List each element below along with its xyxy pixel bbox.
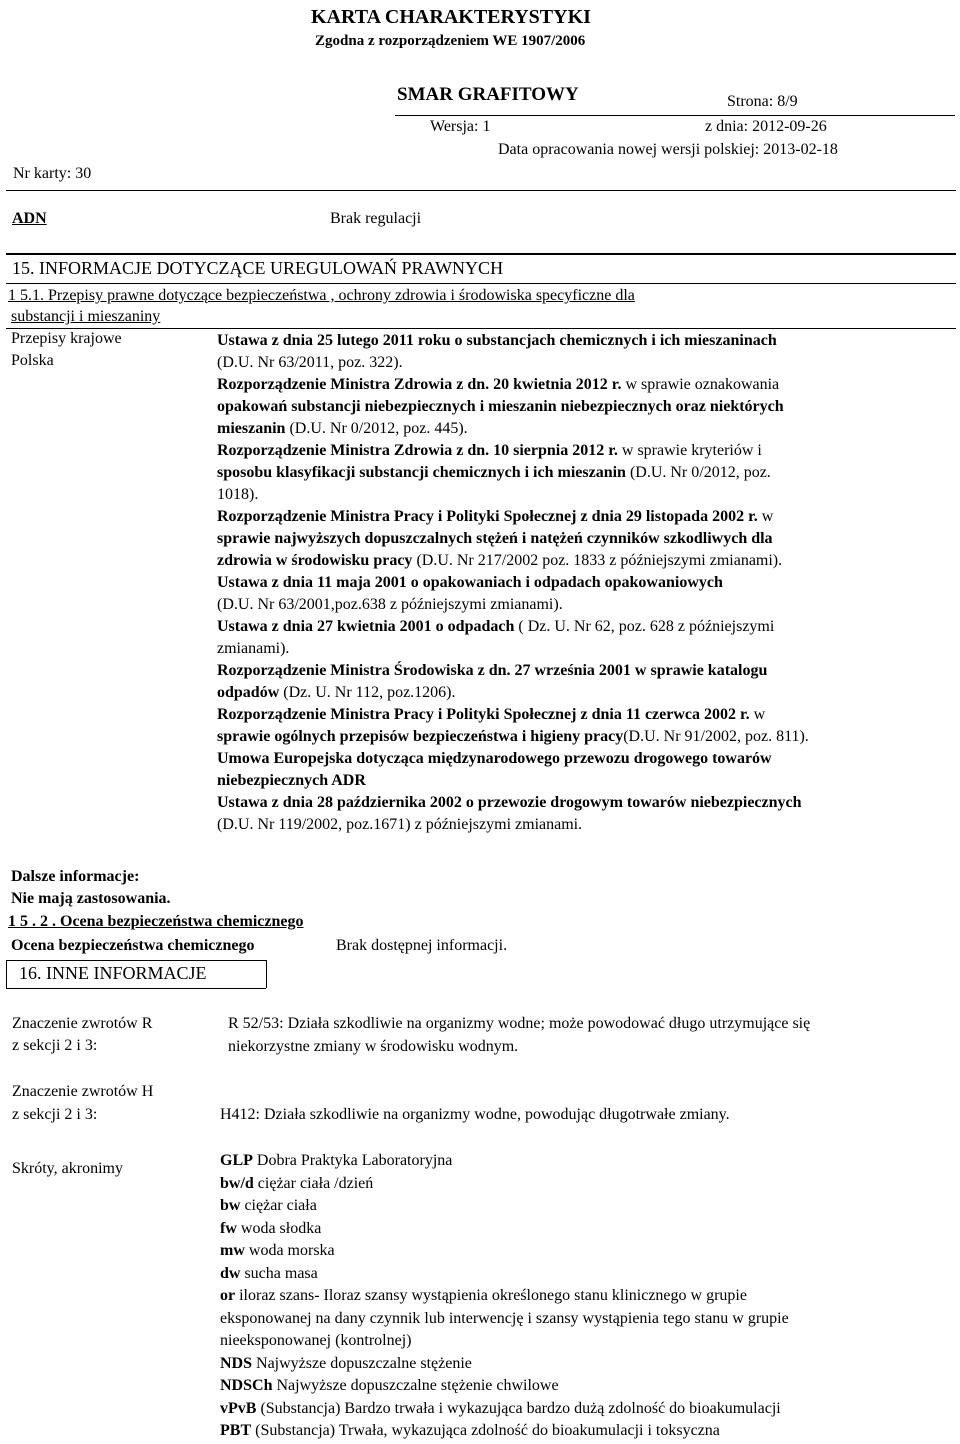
abbr-item: mw woda morska: [220, 1242, 335, 1259]
section-16-bottom-rule: [6, 988, 266, 989]
version-label: Wersja: 1: [430, 118, 491, 135]
abbr-item: nieeksponowanej (kontrolnej): [220, 1332, 412, 1349]
document-title: KARTA CHARAKTERYSTYKI: [311, 6, 591, 28]
reg-line: mieszanin (D.U. Nr 0/2012, poz. 445).: [217, 420, 468, 437]
reg-line: Umowa Europejska dotycząca międzynarodowego przewozu drogowego towarów: [217, 750, 772, 767]
section-15-heading-rule: [6, 283, 956, 284]
section-15-top-rule: [6, 253, 956, 255]
abbreviations-list: [220, 1150, 955, 1443]
section-16-left-rule: [6, 960, 7, 988]
reg-line: Rozporządzenie Ministra Środowiska z dn. 27 września 2001 w sprawie katalogu: [217, 662, 768, 679]
regulations-list: [217, 330, 952, 836]
chemical-safety-label: Ocena bezpieczeństwa chemicznego: [11, 937, 255, 954]
r-phrase-text: R 52/53: Działa szkodliwie na organizmy wodne; może powodować długo utrzymujące się: [228, 1015, 811, 1032]
subsection-15-2-heading: 1 5 . 2 . Ocena bezpieczeństwa chemicznego: [8, 913, 304, 930]
page-number: Strona: 8/9: [727, 93, 798, 110]
chemical-safety-value: Brak dostępnej informacji.: [336, 937, 508, 954]
reg-line: zmianami).: [217, 640, 290, 657]
reg-line: zdrowia w środowisku pracy (D.U. Nr 217/2002 poz. 1833 z późniejszymi zmianami).: [217, 552, 783, 569]
reg-line: sprawie najwyższych dopuszczalnych stężeń i natężeń czynników szkodliwych dla: [217, 530, 773, 547]
reg-line: Rozporządzenie Ministra Pracy i Polityki Społecznej z dnia 11 czerwca 2002 r. w: [217, 706, 766, 723]
abbr-item: or iloraz szans- Iloraz szansy wystąpienia określonego stanu klinicznego w grupie: [220, 1287, 747, 1304]
header-bottom-rule: [6, 190, 956, 191]
card-number: Nr karty: 30: [13, 165, 92, 182]
abbr-item: eksponowanej na dany czynnik lub interwencję i szansy wystąpienia tego stanu w grupie: [220, 1309, 789, 1327]
product-name: SMAR GRAFITOWY: [397, 84, 579, 105]
adn-value: Brak regulacji: [330, 210, 422, 227]
abbr-item: NDSCh Najwyższe dopuszczalne stężenie chwilowe: [220, 1377, 559, 1394]
r-phrases-label-cont: z sekcji 2 i 3:: [12, 1037, 98, 1054]
reg-line: sprawie ogólnych przepisów bezpieczeństwa i higieny pracy(D.U. Nr 91/2002, poz. 811).: [217, 728, 809, 745]
national-regulations-label: Przepisy krajowe: [11, 330, 122, 347]
adn-label: ADN: [12, 210, 47, 227]
further-info-label: Dalsze informacje:: [11, 868, 140, 885]
abbr-item: bw/d ciężar ciała /dzień: [220, 1174, 374, 1192]
abbr-item: GLP Dobra Praktyka Laboratoryjna: [220, 1152, 453, 1169]
section-15-heading: 15. INFORMACJE DOTYCZĄCE UREGULOWAŃ PRAWNYCH: [12, 258, 504, 278]
reg-line: Rozporządzenie Ministra Zdrowia z dn. 20 kwietnia 2012 r. w sprawie oznakowania: [217, 376, 780, 393]
abbreviations-label: Skróty, akronimy: [12, 1160, 123, 1177]
r-phrase-text-cont: niekorzystne zmiany w środowisku wodnym.: [228, 1038, 519, 1055]
reg-line: (D.U. Nr 63/2001,poz.638 z późniejszymi zmianami).: [217, 596, 563, 613]
reg-line: (D.U. Nr 63/2011, poz. 322).: [217, 354, 403, 371]
reg-line: Ustawa z dnia 28 października 2002 o przewozie drogowym towarów niebezpiecznych: [217, 794, 802, 811]
r-phrases-label: Znaczenie zwrotów R: [12, 1015, 153, 1032]
reg-line: opakowań substancji niebezpiecznych i mieszanin niebezpiecznych oraz niektórych: [217, 398, 784, 415]
section-16-heading: 16. INNE INFORMACJE: [19, 963, 207, 983]
h-phrases-label-cont: z sekcji 2 i 3:: [12, 1106, 98, 1123]
abbr-item: bw ciężar ciała: [220, 1197, 317, 1214]
reg-line: Rozporządzenie Ministra Zdrowia z dn. 10 sierpnia 2012 r. w sprawie kryteriów i: [217, 442, 762, 459]
reg-line: Ustawa z dnia 27 kwietnia 2001 o odpadach ( Dz. U. Nr 62, poz. 628 z późniejszymi: [217, 618, 775, 635]
reg-line: (D.U. Nr 119/2002, poz.1671) z późniejszymi zmianami.: [217, 816, 583, 833]
further-info-value: Nie mają zastosowania.: [11, 890, 171, 907]
header-divider: [395, 115, 955, 116]
section-16-right-rule: [266, 960, 267, 988]
reg-line: Ustawa z dnia 25 lutego 2011 roku o substancjach chemicznych i ich mieszaninach: [217, 332, 777, 349]
h-phrases-label: Znaczenie zwrotów H: [12, 1083, 154, 1100]
abbr-item: NDS Najwyższe dopuszczalne stężenie: [220, 1354, 472, 1372]
reg-line: Ustawa z dnia 11 maja 2001 o opakowaniach i odpadach opakowaniowych: [217, 574, 723, 591]
version-date: z dnia: 2012-09-26: [705, 118, 827, 135]
regulation-subtitle: Zgodna z rozporządzeniem WE 1907/2006: [315, 33, 586, 49]
polish-version-date: Data opracowania nowej wersji polskiej: 2013-02-18: [498, 141, 838, 158]
reg-line: Rozporządzenie Ministra Pracy i Polityki Społecznej z dnia 29 listopada 2002 r. w: [217, 508, 774, 525]
abbr-item: vPvB (Substancja) Bardzo trwała i wykazująca bardzo dużą zdolność do bioakumulacji: [220, 1399, 781, 1417]
reg-line: odpadów (Dz. U. Nr 112, poz.1206).: [217, 684, 456, 701]
reg-line: 1018).: [217, 486, 259, 503]
abbr-item: fw woda słodka: [220, 1219, 322, 1237]
reg-line: niebezpiecznych ADR: [217, 772, 366, 789]
reg-line: sposobu klasyfikacji substancji chemicznych i ich mieszanin (D.U. Nr 0/2012, poz.: [217, 464, 771, 481]
country-label: Polska: [11, 352, 54, 369]
subsection-15-1-heading-cont: substancji i mieszaniny: [11, 308, 161, 325]
abbr-item: dw sucha masa: [220, 1264, 318, 1282]
subsection-15-1-heading: 1 5.1. Przepisy prawne dotyczące bezpieczeństwa , ochrony zdrowia i środowiska specyficzne dla: [8, 287, 635, 304]
section-16-top-rule: [6, 960, 266, 961]
abbr-item: PBT (Substancja) Trwała, wykazująca zdolność do bioakumulacji i toksyczna: [220, 1422, 720, 1439]
subsection-rule: [6, 328, 956, 329]
h-phrase-text: H412: Działa szkodliwie na organizmy wodne, powodując długotrwałe zmiany.: [220, 1106, 730, 1123]
